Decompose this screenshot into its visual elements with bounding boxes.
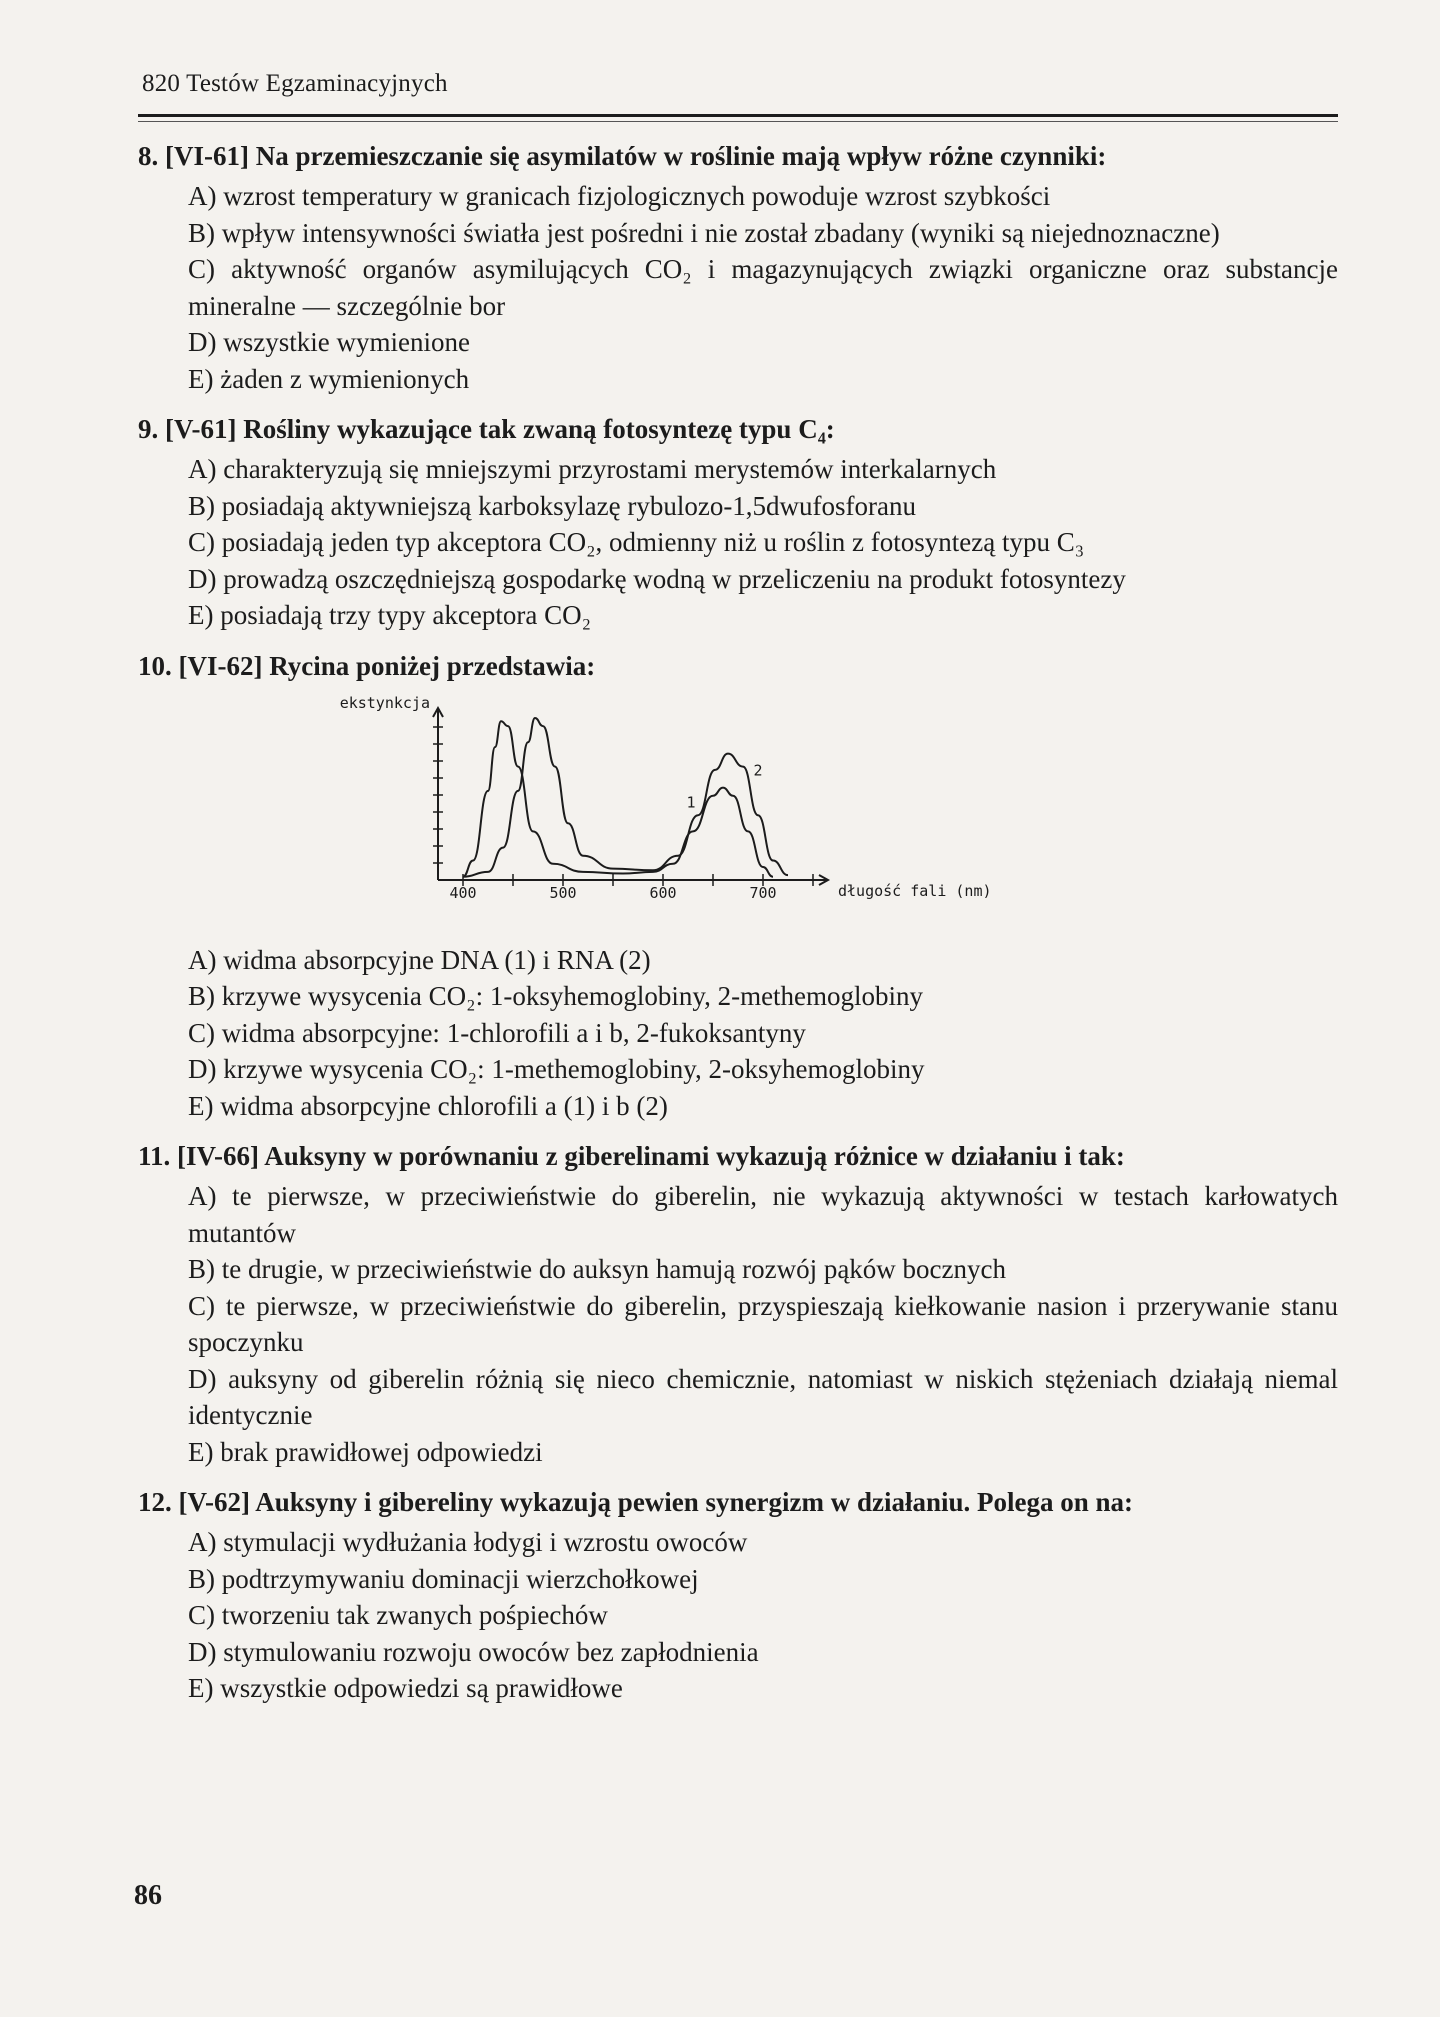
- option-d: D) stymulowaniu rozwoju owoców bez zapłodnienia: [188, 1636, 759, 1667]
- question-code: [V-61]: [165, 414, 237, 444]
- option-a: A) te pierwsze, w przeciwieństwie do giberelin, nie wykazują aktywności w testach karłowatych mutantów: [188, 1181, 1338, 1248]
- absorption-spectrum-figure: [138, 688, 1338, 938]
- option-e: E) widma absorpcyjne chlorofili a (1) i b (2): [188, 1090, 668, 1121]
- question-number: 11.: [138, 1141, 171, 1171]
- option-d: D) auksyny od giberelin różnią się nieco chemicznie, natomiast w niskich stężeniach działają niemal identycznie: [188, 1363, 1338, 1430]
- option-c: C) widma absorpcyjne: 1-chlorofili a i b, 2-fukoksantyny: [188, 1017, 806, 1048]
- options-list: [138, 942, 1338, 1125]
- option-d: D) prowadzą oszczędniejszą gospodarkę wodną w przeliczeniu na produkt fotosyntezy: [188, 563, 1126, 594]
- question-title: [138, 411, 1338, 447]
- question-text: Auksyny w porównaniu z giberelinami wykazują różnice w działaniu i tak:: [264, 1141, 1125, 1171]
- questions-column: [138, 138, 1338, 1721]
- question-12: [138, 1484, 1338, 1707]
- options-list: [138, 178, 1338, 397]
- option-a: A) charakteryzują się mniejszymi przyrostami merystemów interkalarnych: [188, 454, 997, 484]
- header-rule-thin: [138, 121, 1338, 122]
- x-tick-label: 400: [449, 883, 477, 902]
- question-code: [VI-62]: [178, 650, 263, 681]
- option-a: A) widma absorpcyjne DNA (1) i RNA (2): [188, 944, 651, 975]
- question-text: Na przemieszczanie się asymilatów w roślinie mają wpływ różne czynniki:: [255, 141, 1107, 171]
- question-title: [138, 1138, 1338, 1174]
- options-list: [138, 1524, 1338, 1707]
- spectrum-curve-1: [463, 721, 773, 877]
- x-tick-label: 600: [649, 883, 677, 902]
- option-b: B) wpływ intensywności światła jest pośredni i nie został zbadany (wyniki są niejednoznaczne): [188, 217, 1220, 248]
- page-number: 86: [134, 1880, 162, 1911]
- option-c: C) te pierwsze, w przeciwieństwie do giberelin, przyspieszają kiełkowanie nasion i przerywanie stanu spoczynku: [188, 1290, 1338, 1357]
- option-c: C) posiadają jeden typ akceptora CO₂, odmienny niż u roślin z fotosyntezą typu C₃: [188, 527, 1085, 557]
- question-title: [138, 138, 1338, 174]
- options-list: [138, 1178, 1338, 1470]
- axes: [433, 708, 828, 885]
- spectrum-chart: [138, 688, 1338, 938]
- option-b: B) krzywe wysycenia CO₂: 1-oksyhemoglobiny, 2-methemoglobiny: [188, 981, 924, 1011]
- question-text: Rośliny wykazujące tak zwaną fotosyntezę typu C₄:: [243, 414, 835, 444]
- curve-labels: [686, 761, 762, 811]
- question-number: 8.: [138, 141, 159, 171]
- question-9: [138, 411, 1338, 634]
- question-title: [138, 1484, 1338, 1520]
- running-head: 820 Testów Egzaminacyjnych: [142, 70, 448, 97]
- option-c: C) tworzeniu tak zwanych pośpiechów: [188, 1600, 608, 1630]
- question-11: [138, 1138, 1338, 1470]
- curve-label-2: 2: [753, 761, 763, 780]
- question-number: 9.: [138, 414, 159, 444]
- x-tick-label: 500: [549, 883, 577, 902]
- header-rule: [138, 114, 1338, 117]
- question-code: [V-62]: [178, 1487, 250, 1517]
- option-e: E) brak prawidłowej odpowiedzi: [188, 1436, 543, 1467]
- x-tick-label: 700: [749, 883, 777, 902]
- options-list: [138, 451, 1338, 634]
- option-c: C) aktywność organów asymilujących CO₂ i magazynujących związki organiczne oraz substancje mineralne — szczególnie bor: [188, 254, 1338, 321]
- option-d: D) krzywe wysycenia CO₂: 1-methemoglobiny, 2-oksyhemoglobiny: [188, 1054, 925, 1084]
- question-number: 10.: [138, 650, 172, 681]
- question-code: [IV-66]: [177, 1141, 259, 1171]
- question-title: [138, 648, 1338, 684]
- question-code: [VI-61]: [165, 141, 249, 171]
- curves: [463, 718, 788, 877]
- option-e: E) posiadają trzy typy akceptora CO₂: [188, 600, 592, 630]
- x-axis-label: długość fali (nm): [838, 881, 992, 900]
- question-text: Rycina poniżej przedstawia:: [269, 650, 596, 681]
- option-a: A) wzrost temperatury w granicach fizjologicznych powoduje wzrost szybkości: [188, 181, 1051, 211]
- question-10: [138, 648, 1338, 1125]
- question-text: Auksyny i gibereliny wykazują pewien synergizm w działaniu. Polega on na:: [255, 1487, 1134, 1517]
- option-e: E) wszystkie odpowiedzi są prawidłowe: [188, 1673, 623, 1703]
- option-d: D) wszystkie wymienione: [188, 327, 470, 357]
- question-8: [138, 138, 1338, 397]
- option-b: B) posiadają aktywniejszą karboksylazę rybulozo-1,5dwufosforanu: [188, 490, 917, 521]
- question-number: 12.: [138, 1487, 172, 1517]
- option-e: E) żaden z wymienionych: [188, 363, 470, 394]
- curve-label-1: 1: [686, 793, 696, 812]
- y-axis-label: ekstynkcja: [339, 693, 430, 712]
- option-b: B) podtrzymywaniu dominacji wierzchołkowej: [188, 1563, 699, 1594]
- option-a: A) stymulacji wydłużania łodygi i wzrostu owoców: [188, 1527, 748, 1557]
- option-b: B) te drugie, w przeciwieństwie do auksyn hamują rozwój pąków bocznych: [188, 1254, 1007, 1284]
